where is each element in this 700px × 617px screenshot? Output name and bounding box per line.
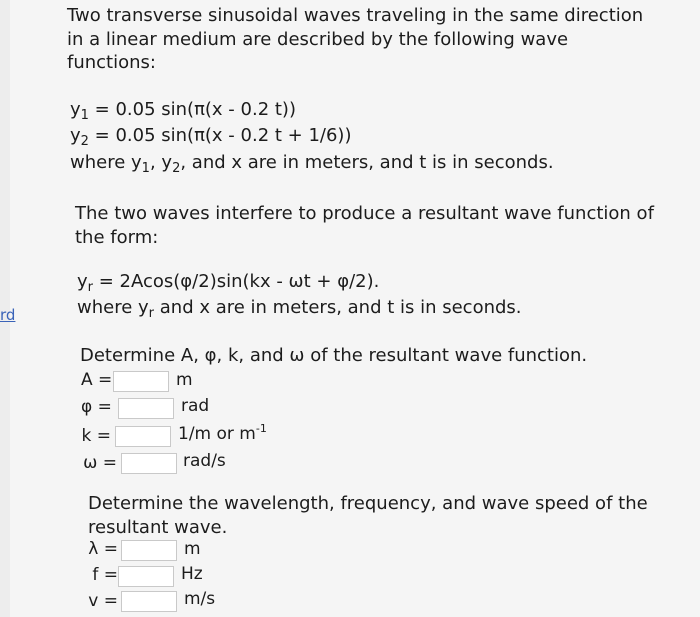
wave-speed-input[interactable] [121,591,177,612]
field-label-wavelength: λ = [88,539,118,559]
unit-frequency: Hz [181,564,203,584]
intro-line: in a linear medium are described by the following wave [67,28,569,50]
intro-line: Two transverse sinusoidal waves traveling in the same direction [67,5,644,26]
question2-prompt [88,492,648,540]
wavenumber-input[interactable] [115,426,171,447]
field-label-frequency: f = [92,565,118,585]
left-partial-link[interactable]: rd [0,306,16,324]
angular-frequency-input[interactable] [121,453,177,474]
frequency-input[interactable] [118,566,174,587]
unit-wave-speed: m/s [184,589,216,609]
intro-paragraph [67,4,643,75]
equation-y2: $y_2 = 0.05$ sin(π(x - 0.2 t + 1/6)) [70,125,352,149]
unit-wavelength: m [184,539,201,559]
field-label-phase: φ = [81,397,112,417]
equation-y1: $y_1 = 0.05$ sin(π(x - 0.2 t)) [70,99,296,123]
interference-line: the form: [75,227,159,248]
resultant-units-note: where $y_r$ and x are in meters, and t is in seconds. [77,297,522,321]
field-label-amplitude: A = [81,370,113,390]
wavelength-input[interactable] [121,540,177,561]
question2-line: resultant wave. [88,517,228,538]
field-label-wavenumber: k = [81,426,111,446]
amplitude-input[interactable] [113,371,169,392]
question1-prompt: Determine A, φ, k, and ω of the resultant wave function. [80,345,588,366]
phase-input[interactable] [118,398,174,419]
equation-resultant: $y_r = 2Acos(\varphi/2)\sin(kx - \omega t + \varphi/2)$. [77,271,380,295]
unit-phase: rad [181,396,210,416]
field-label-angular-frequency: ω = [83,453,117,473]
unit-amplitude: m [176,370,193,390]
interference-paragraph [75,202,654,250]
field-label-wave-speed: v = [88,591,118,611]
unit-angular-frequency: rad/s [183,451,226,471]
intro-line: functions: [67,52,156,73]
unit-wavenumber: 1/m or $m^{-1}$ [178,422,267,444]
interference-line: The two waves interfere to produce a resultant wave function of [75,203,654,224]
question2-line: Determine the wavelength, frequency, and wave speed of the [88,493,648,514]
equation-units-note: where $y_1$, $y_2$, and x are in meters, and t is in seconds. [70,152,554,176]
